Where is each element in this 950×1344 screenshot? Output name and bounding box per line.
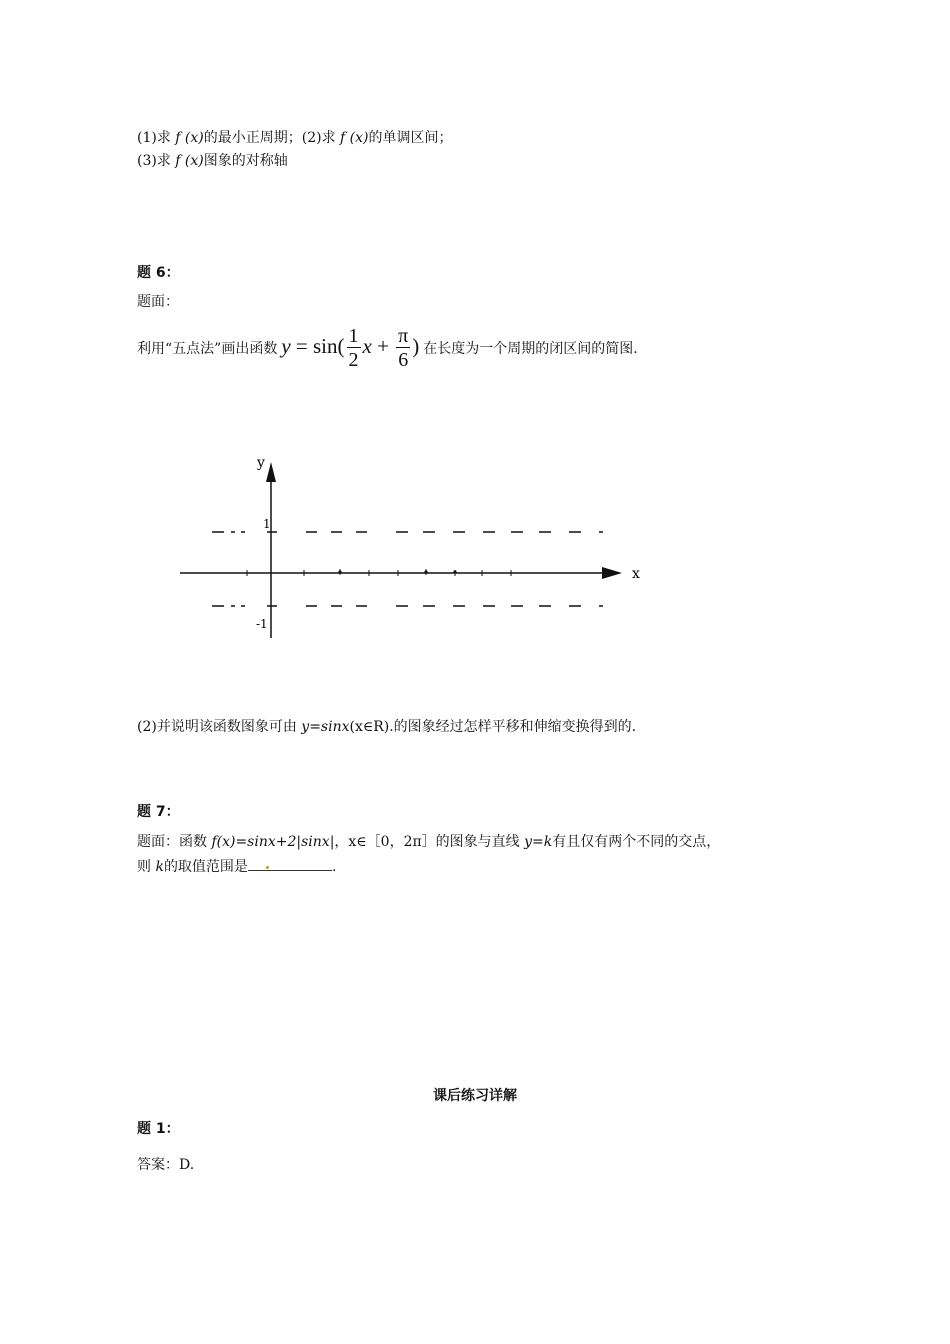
answer-q1-heading: 题 1： xyxy=(137,1121,180,1137)
q7-line1-func: f(x)=sinx+2|sinx| xyxy=(211,834,335,850)
x-axis-arrow-icon xyxy=(602,567,622,579)
formula-frac-pi-six xyxy=(396,326,410,370)
q7-line2-text-b: 的取值范围是 xyxy=(163,859,248,875)
q5-line2-text-a: (3)求 xyxy=(137,153,176,169)
frac1-den: 2 xyxy=(348,349,359,371)
q5-line2-text-b: 图象的对称轴 xyxy=(203,153,288,169)
formula-plus: + xyxy=(371,333,395,358)
q6-heading: 题 6： xyxy=(137,265,180,281)
q7-line2-text-a: 则 xyxy=(137,859,156,875)
q7-line2-k: k xyxy=(155,859,164,875)
q7-line2-end: . xyxy=(331,859,337,875)
label-one: 1 xyxy=(263,517,271,531)
formula-x: x xyxy=(362,333,372,358)
q5-line2-fx: f (x) xyxy=(175,153,204,169)
y-axis-arrow-icon xyxy=(266,462,276,482)
q5-line1-text-b: 的最小正周期；(2)求 xyxy=(203,130,341,146)
q6-label: 题面： xyxy=(137,294,179,310)
q6-formula xyxy=(281,326,419,370)
q7-line1-text-b: ，x∈［0，2π］的图象与直线 xyxy=(334,834,525,850)
formula-frac-half xyxy=(347,326,361,370)
q5-line-1 xyxy=(137,127,452,147)
q7-heading: 题 7： xyxy=(137,804,180,820)
formula-close: ) xyxy=(412,333,420,358)
section-title: 课后练习详解 xyxy=(433,1088,517,1104)
frac1-num: 1 xyxy=(348,325,359,347)
q5-line1-text-c: 的单调区间； xyxy=(368,130,453,146)
q7-line1-text-a: 题面：函数 xyxy=(137,834,212,850)
q6-part2-text-a: (2)并说明该函数图象可由 xyxy=(137,719,302,735)
q6-text-after: 在长度为一个周期的闭区间的简图. xyxy=(423,341,638,357)
formula-y: y xyxy=(281,333,291,358)
x-axis-label: x xyxy=(632,566,640,582)
label-neg-one: -1 xyxy=(256,617,268,631)
q5-line1-text-a: (1)求 xyxy=(137,130,176,146)
q7-line-2 xyxy=(137,856,336,876)
q5-line1-fx: f (x) xyxy=(175,130,204,146)
frac2-num: π xyxy=(398,325,409,347)
q6-text-before: 利用“五点法”画出函数 xyxy=(137,341,278,357)
frac2-den: 6 xyxy=(398,349,409,371)
q6-part2-text-b: (x∈R).的图象经过怎样平移和伸缩变换得到的. xyxy=(349,719,637,735)
y-axis-label: y xyxy=(257,455,265,471)
blank-dot xyxy=(266,866,269,869)
q7-line1-text-c: 有且仅有两个不同的交点， xyxy=(552,834,721,850)
answer-q1-text: 答案：D. xyxy=(137,1157,195,1173)
q6-part2 xyxy=(137,716,636,736)
q7-line1-line: y=k xyxy=(524,834,553,850)
q7-line-1 xyxy=(137,831,720,851)
q6-problem-line xyxy=(137,326,638,370)
answer-blank xyxy=(248,856,332,871)
q5-line1-fx2: f (x) xyxy=(340,130,369,146)
q6-coordinate-graph xyxy=(170,448,650,648)
formula-eq: = sin( xyxy=(290,333,345,358)
q5-line-2 xyxy=(137,150,288,170)
q6-part2-func: y=sinx xyxy=(301,719,350,735)
